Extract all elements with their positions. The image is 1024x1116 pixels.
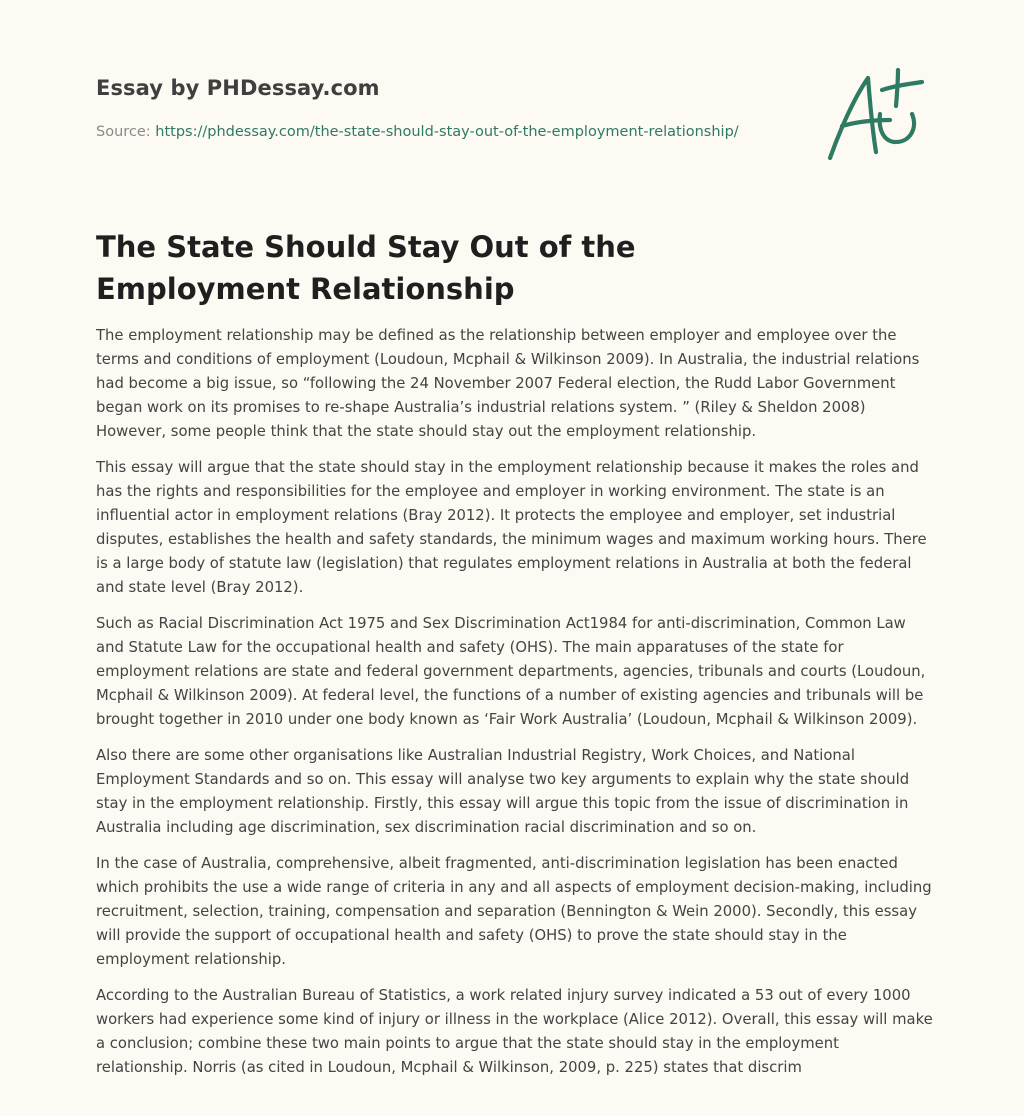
- essay-body: [96, 324, 934, 1092]
- a-plus-logo-icon: [824, 64, 928, 168]
- essay-paragraph: Also there are some other organisations like Australian Industrial Registry, Work Choices, and National Employment Standards and so on. This essay will analyse two key arguments to explain why the state should stay in the employment relationship. Firstly, this essay will argue this topic from the issue of discrimination in Australia including age discrimination, sex discrimination racial discrimination and so on.: [96, 747, 910, 836]
- essay-title: The State Should Stay Out of the Employment Relationship: [96, 230, 636, 306]
- source-label: Source:: [96, 124, 151, 140]
- essay-paragraph: According to the Australian Bureau of Statistics, a work related injury survey indicated a 53 out of every 1000 workers had experience some kind of injury or illness in the workplace (Alice 2012). Overall, this essay will make a conclusion; combine these two main points to argue that the state should stay in the employment relationship. Norris (as cited in Loudoun, Mcphail & Wilkinson, 2009, p. 225) states that discrim: [96, 987, 933, 1076]
- essay-paragraph: The employment relationship may be defined as the relationship between employer and employee over the terms and conditions of employment (Loudoun, Mcphail & Wilkinson 2009). In Australia, the industrial relations had become a big issue, so “following the 24 November 2007 Federal election, the Rudd Labor Government began work on its promises to re-shape Australia’s industrial relations system. ” (Riley & Sheldon 2008) However, some people think that the state should stay out the employment relationship.: [96, 327, 920, 440]
- essay-paragraph: Such as Racial Discrimination Act 1975 and Sex Discrimination Act1984 for anti-discrimination, Common Law and Statute Law for the occupational health and safety (OHS). The main apparatuses of the state for employment relations are state and federal government departments, agencies, tribunals and courts (Loudoun, Mcphail & Wilkinson 2009). At federal level, the functions of a number of existing agencies and tribunals will be brought together in 2010 under one body known as ‘Fair Work Australia’ (Loudoun, Mcphail & Wilkinson 2009).: [96, 615, 926, 728]
- site-title: Essay by PHDessay.com: [96, 76, 380, 100]
- page-header: [96, 0, 928, 190]
- essay-paragraph: This essay will argue that the state should stay in the employment relationship because it makes the roles and has the rights and responsibilities for the employee and employer in working environment. The state is an influential actor in employment relations (Bray 2012). It protects the employee and employer, set industrial disputes, establishes the health and safety standards, the minimum wages and maximum working hours. There is a large body of statute law (legislation) that regulates employment relations in Australia at both the federal and state level (Bray 2012).: [96, 459, 927, 596]
- source-line: [96, 124, 739, 140]
- source-link[interactable]: https://phdessay.com/the-state-should-stay-out-of-the-employment-relationship/: [155, 124, 739, 140]
- essay-paragraph: In the case of Australia, comprehensive, albeit fragmented, anti-discrimination legislation has been enacted which prohibits the use a wide range of criteria in any and all aspects of employment decision-making, including recruitment, selection, training, compensation and separation (Bennington & Wein 2000). Secondly, this essay will provide the support of occupational health and safety (OHS) to prove the state should stay in the employment relationship.: [96, 855, 932, 968]
